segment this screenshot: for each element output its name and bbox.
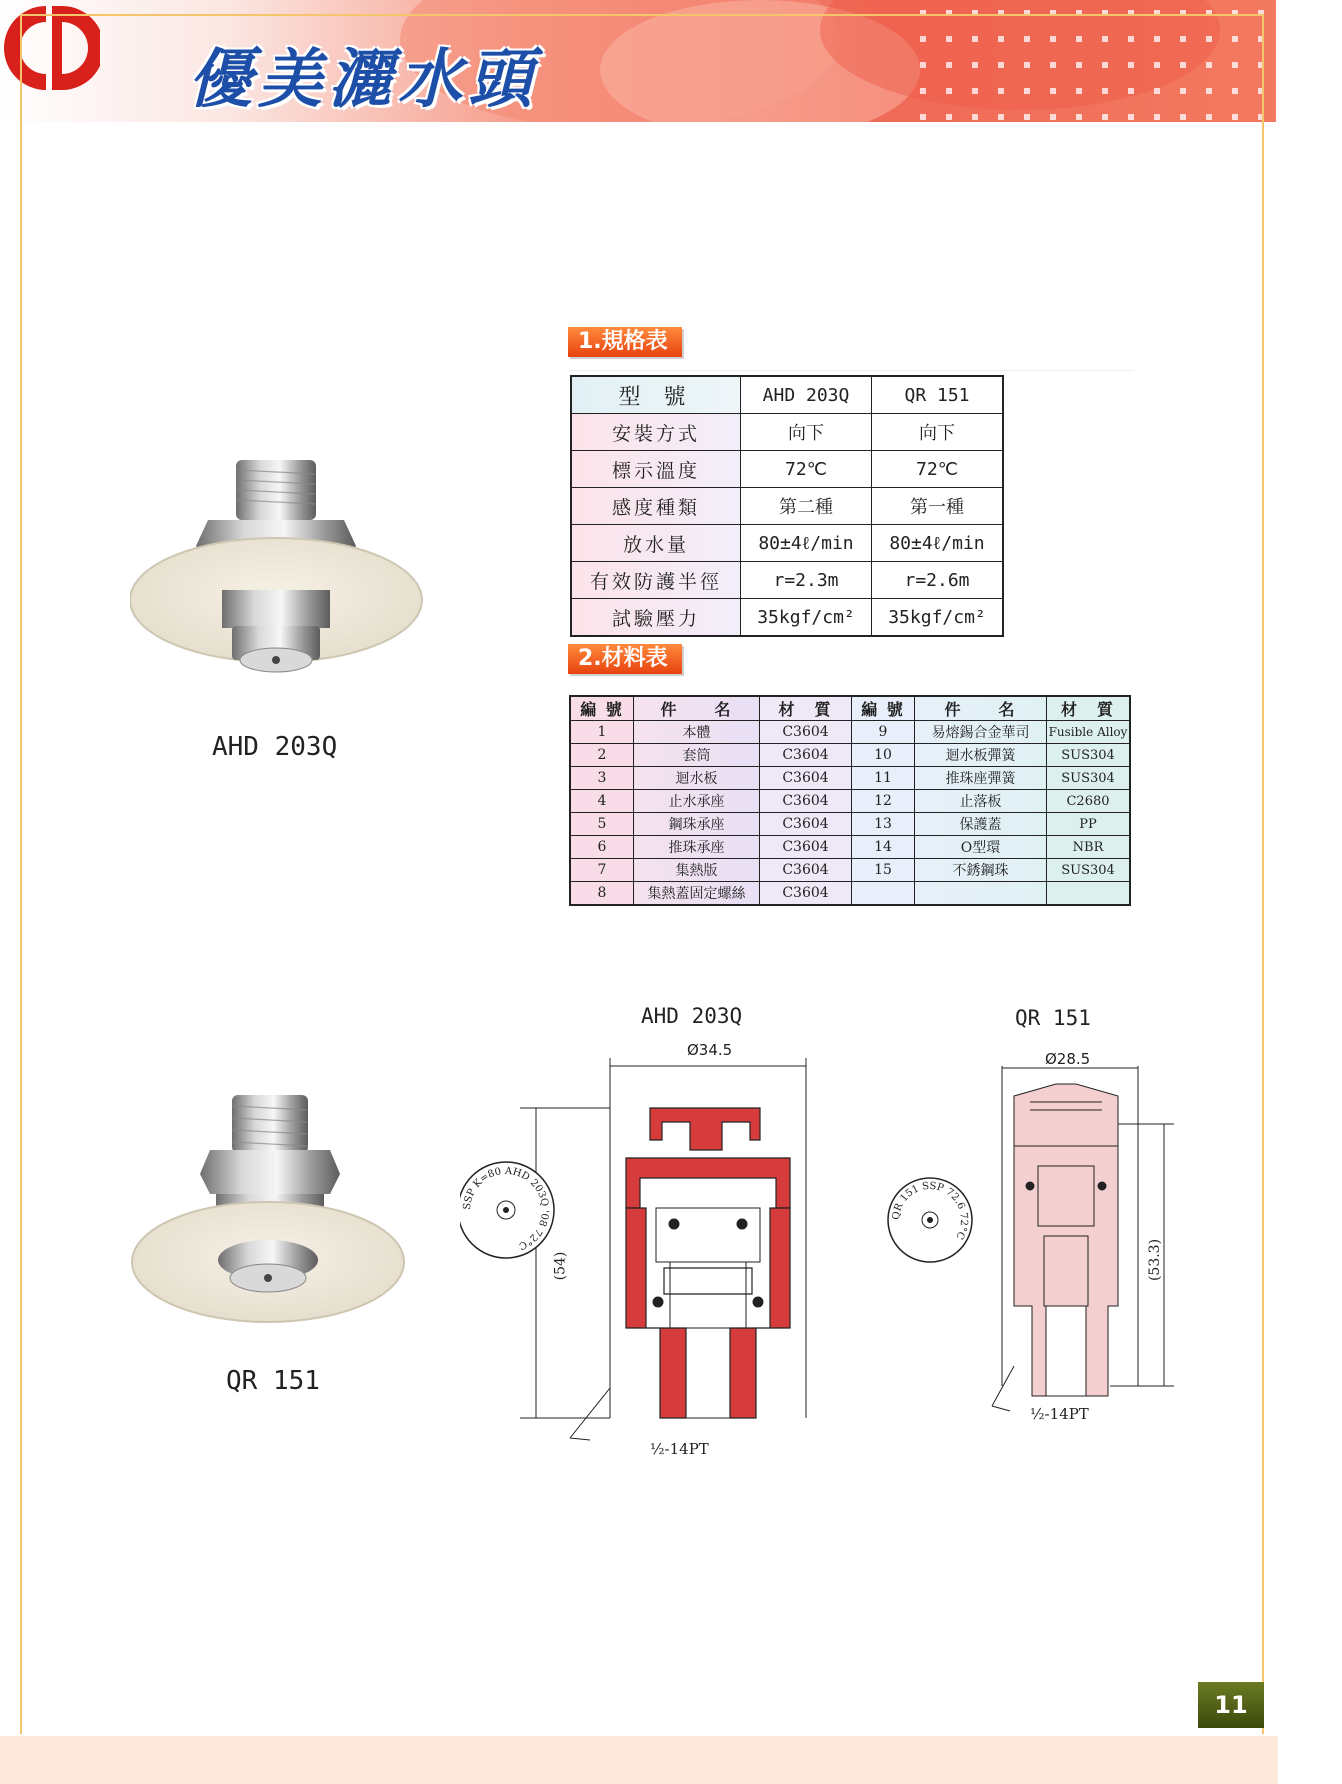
cap-text: SSP K=80 AHD 203Q '08 72°C [461, 1165, 551, 1252]
drawing-diameter-qr: Ø28.5 [1045, 1050, 1091, 1068]
material-header-cell: 件 名 [634, 696, 760, 721]
drawing-thread-ahd: ½-14PT [650, 1440, 709, 1458]
material-table [569, 695, 1131, 906]
material-cell: 4 [570, 790, 634, 813]
material-header-cell: 材 質 [1047, 696, 1131, 721]
material-cell: 10 [852, 744, 915, 767]
material-cell: C2680 [1047, 790, 1131, 813]
material-row [570, 836, 1130, 859]
material-cell: 迴水板 [634, 767, 760, 790]
material-cell: 8 [570, 882, 634, 906]
frame-right [1262, 14, 1264, 1734]
spec-row-value: 72℃ [741, 451, 872, 488]
material-cell: C3604 [760, 859, 852, 882]
material-header-cell: 材 質 [760, 696, 852, 721]
frame-left [20, 14, 22, 1734]
material-cell: C3604 [760, 836, 852, 859]
spec-row [571, 599, 1003, 637]
drawing-thread-qr: ½-14PT [1030, 1405, 1089, 1423]
material-cell: 鋼珠承座 [634, 813, 760, 836]
spec-row-label: 放水量 [571, 525, 741, 562]
spec-row-value: r=2.6m [872, 562, 1004, 599]
header-banner [0, 0, 1276, 122]
spec-row-value: 第二種 [741, 488, 872, 525]
material-cell: 集熱版 [634, 859, 760, 882]
spec-header-row [571, 376, 1003, 414]
drawing-diameter-ahd: Ø34.5 [687, 1041, 733, 1059]
spec-table [570, 375, 1004, 637]
material-cell: C3604 [760, 744, 852, 767]
material-cell: 1 [570, 721, 634, 744]
material-cell: Fusible Alloy [1047, 721, 1131, 744]
spec-header-col1: AHD 203Q [741, 376, 872, 414]
spec-row-value: 72℃ [872, 451, 1004, 488]
material-section-title: 2.材料表 [568, 644, 682, 674]
material-cell: 7 [570, 859, 634, 882]
material-row [570, 882, 1130, 906]
material-cell: 不銹鋼珠 [915, 859, 1047, 882]
spec-row [571, 525, 1003, 562]
material-row [570, 859, 1130, 882]
material-cell: 12 [852, 790, 915, 813]
material-cell: PP [1047, 813, 1131, 836]
spec-section-rule [568, 370, 1134, 371]
drawing-height-ahd: (54) [552, 1251, 569, 1281]
material-cell: 套筒 [634, 744, 760, 767]
material-cell: 3 [570, 767, 634, 790]
drawing-title-ahd: AHD 203Q [641, 1004, 743, 1028]
spec-row-label: 試驗壓力 [571, 599, 741, 637]
spec-row-value: r=2.3m [741, 562, 872, 599]
spec-row-label: 有效防護半徑 [571, 562, 741, 599]
material-cell: 推珠座彈簧 [915, 767, 1047, 790]
spec-row-value: 向下 [741, 414, 872, 451]
spec-row-label: 感度種類 [571, 488, 741, 525]
material-header-row [570, 696, 1130, 721]
section-drawing-qr-151 [880, 1066, 1190, 1446]
product-label-ahd-203q: AHD 203Q [212, 732, 338, 762]
material-cell: C3604 [760, 767, 852, 790]
material-cell: 易熔錫合金華司 [915, 721, 1047, 744]
material-header-cell: 編 號 [852, 696, 915, 721]
drawing-title-qr: QR 151 [1015, 1006, 1091, 1030]
material-cell: 9 [852, 721, 915, 744]
spec-row [571, 414, 1003, 451]
material-cell: 止水承座 [634, 790, 760, 813]
spec-header-label: 型 號 [571, 376, 741, 414]
material-header-cell: 編 號 [570, 696, 634, 721]
material-cell: 6 [570, 836, 634, 859]
spec-row-label: 安裝方式 [571, 414, 741, 451]
material-cell: 集熱蓋固定螺絲 [634, 882, 760, 906]
material-cell: 13 [852, 813, 915, 836]
spec-row-value: 80±4ℓ/min [872, 525, 1004, 562]
cap-text: QR 151 SSP 72.6 72°C [890, 1180, 970, 1242]
material-cell [852, 882, 915, 906]
material-cell: SUS304 [1047, 859, 1131, 882]
spec-row-value: 80±4ℓ/min [741, 525, 872, 562]
material-cell: C3604 [760, 721, 852, 744]
spec-row-value: 35kgf/cm² [872, 599, 1004, 637]
material-cell: 11 [852, 767, 915, 790]
material-cell: C3604 [760, 790, 852, 813]
footer-band [0, 1736, 1278, 1784]
material-cell: 迴水板彈簧 [915, 744, 1047, 767]
material-row [570, 813, 1130, 836]
material-cell: C3604 [760, 813, 852, 836]
material-cell: SUS304 [1047, 744, 1131, 767]
material-cell: C3604 [760, 882, 852, 906]
material-cell: O型環 [915, 836, 1047, 859]
material-cell: 5 [570, 813, 634, 836]
spec-row-value: 向下 [872, 414, 1004, 451]
material-cell: SUS304 [1047, 767, 1131, 790]
spec-row-label: 標示溫度 [571, 451, 741, 488]
product-photo-ahd-203q [130, 450, 430, 710]
section-drawing-ahd-203q [460, 1058, 830, 1478]
material-cell: 本體 [634, 721, 760, 744]
material-cell: 保護蓋 [915, 813, 1047, 836]
material-row [570, 790, 1130, 813]
material-cell: NBR [1047, 836, 1131, 859]
spec-row [571, 562, 1003, 599]
material-row [570, 767, 1130, 790]
material-header-cell: 件 名 [915, 696, 1047, 721]
material-cell [915, 882, 1047, 906]
spec-section-title: 1.規格表 [568, 327, 682, 357]
drawing-height-qr: (53.3) [1147, 1238, 1164, 1282]
material-row [570, 721, 1130, 744]
spec-row-value: 35kgf/cm² [741, 599, 872, 637]
frame-top [20, 14, 1264, 16]
material-cell: 止落板 [915, 790, 1047, 813]
material-cell: 2 [570, 744, 634, 767]
material-cell: 14 [852, 836, 915, 859]
material-cell [1047, 882, 1131, 906]
brand-title: 優美灑水頭 [188, 42, 538, 117]
spec-header-col2: QR 151 [872, 376, 1004, 414]
spec-row-value: 第一種 [872, 488, 1004, 525]
material-cell: 15 [852, 859, 915, 882]
product-photo-qr-151 [130, 1090, 410, 1340]
material-cell: 推珠承座 [634, 836, 760, 859]
page-number: 11 [1198, 1682, 1264, 1728]
spec-row [571, 451, 1003, 488]
product-label-qr-151: QR 151 [226, 1366, 320, 1396]
spec-row [571, 488, 1003, 525]
material-row [570, 744, 1130, 767]
